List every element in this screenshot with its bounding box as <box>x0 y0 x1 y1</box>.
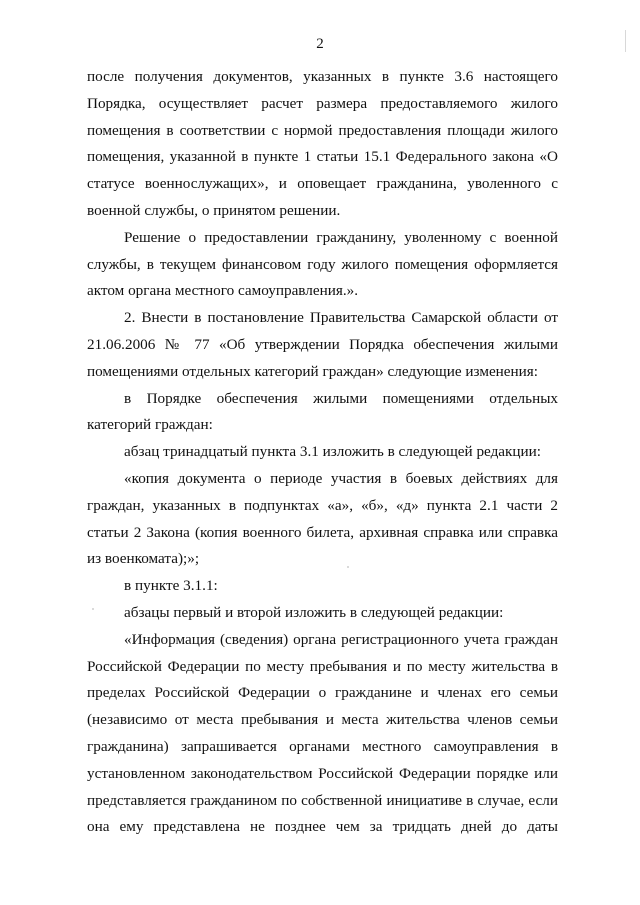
paragraph-decision: Решение о предоставлении гражданину, уволенному с военной службы, в текущем финансовом году жилого помещения оформляется актом органа местного самоуправления.». <box>87 228 558 300</box>
paragraph-item-3-1-1: в пункте 3.1.1: <box>124 577 218 595</box>
paragraph-abzacy: абзацы первый и второй изложить в следующей редакции: <box>124 603 504 621</box>
paragraph-continuation: после получения документов, указанных в пункте 3.6 настоящего Порядка, осуществляет расчет размера предоставляемого жилого помещения в соответствии с нормой предоставления площади жилого помещения, указанной в пункте 1 статьи 15.1 Федерального закона «О статусе военнослужащих», и оповещает гражданина, уволенного с военной службы, о принятом решении. <box>87 68 558 219</box>
paragraph-abzac-13: абзац тринадцатый пункта 3.1 изложить в следующей редакции: <box>124 443 542 461</box>
document-body <box>87 64 558 841</box>
paragraph-item-2: 2. Внести в постановление Правительства Самарской области от 21.06.2006 № 77 «Об утверждении Порядка обеспечения жилыми помещениями отдельных категорий граждан» следующие изменения: <box>87 309 558 380</box>
page-number: 2 <box>316 36 324 52</box>
paragraph-in-order: в Порядке обеспечения жилыми помещениями отдельных категорий граждан: <box>87 389 558 434</box>
paragraph-quote-copy: «копия документа о периоде участия в боевых действиях для граждан, указанных в подпунктах «а», «б», «д» пункта 2.1 части 2 статьи 2 Закона (копия военного билета, архивная справка или справка из военкомата);»; <box>87 469 558 568</box>
paragraph-quote-info: «Информация (сведения) органа регистрационного учета граждан Российской Федерации по месту пребывания и по месту жительства в пределах Российской Федерации о гражданине и членах его семьи (независимо от места пребывания и места жительства членов семьи гражданина) запрашивается органами местного самоуправления в установленном законодательством Российской Федерации порядке или представляется гражданином по собственной инициативе в случае, если она ему представлена не позднее чем за тридцать дней до даты <box>87 630 558 836</box>
